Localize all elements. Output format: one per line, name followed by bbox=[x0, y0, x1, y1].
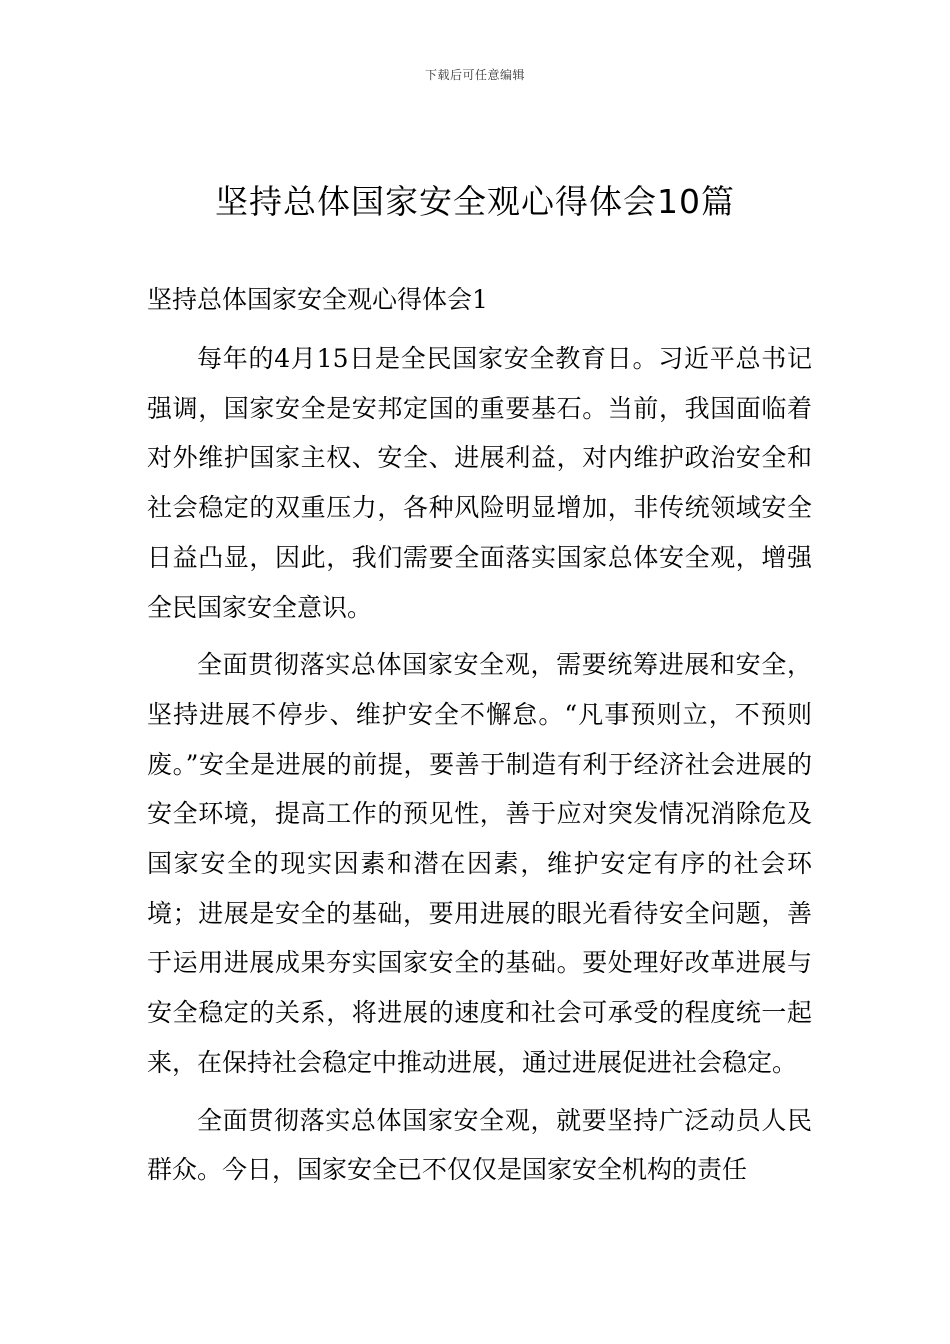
paragraph-2: 全面贯彻落实总体国家安全观，需要统筹进展和安全，坚持进展不停步、维护安全不懈怠。“凡事预则立，不预则废。”安全是进展的前提，要善于制造有利于经济社会进展的安全环境，提高工作的预见性，善于应对突发情况消除危及国家安全的现实因素和潜在因素，维护安定有序的社会环境；进展是安全的基础，要用进展的眼光看待安全问题，善于运用进展成果夯实国家安全的基础。要处理好改革进展与安全稳定的关系，将进展的速度和社会可承受的程度统一起来，在保持社会稳定中推动进展，通过进展促进社会稳定。 bbox=[147, 650, 812, 1077]
document-body bbox=[147, 282, 812, 1203]
paragraph-3: 全面贯彻落实总体国家安全观，就要坚持广泛动员人民群众。今日，国家安全已不仅仅是国家安全机构的责任 bbox=[147, 1105, 812, 1185]
document-title: 坚持总体国家安全观心得体会10篇 bbox=[215, 182, 735, 221]
section-heading: 坚持总体国家安全观心得体会1 bbox=[147, 285, 488, 314]
header-note: 下载后可任意编辑 bbox=[424, 68, 525, 82]
paragraph-1: 每年的4月15日是全民国家安全教育日。习近平总书记强调，国家安全是安邦定国的重要基石。当前，我国面临着对外维护国家主权、安全、进展利益，对内维护政治安全和社会稳定的双重压力，各种风险明显增加，非传统领域安全日益凸显，因此，我们需要全面落实国家总体安全观，增强全民国家安全意识。 bbox=[147, 344, 812, 622]
